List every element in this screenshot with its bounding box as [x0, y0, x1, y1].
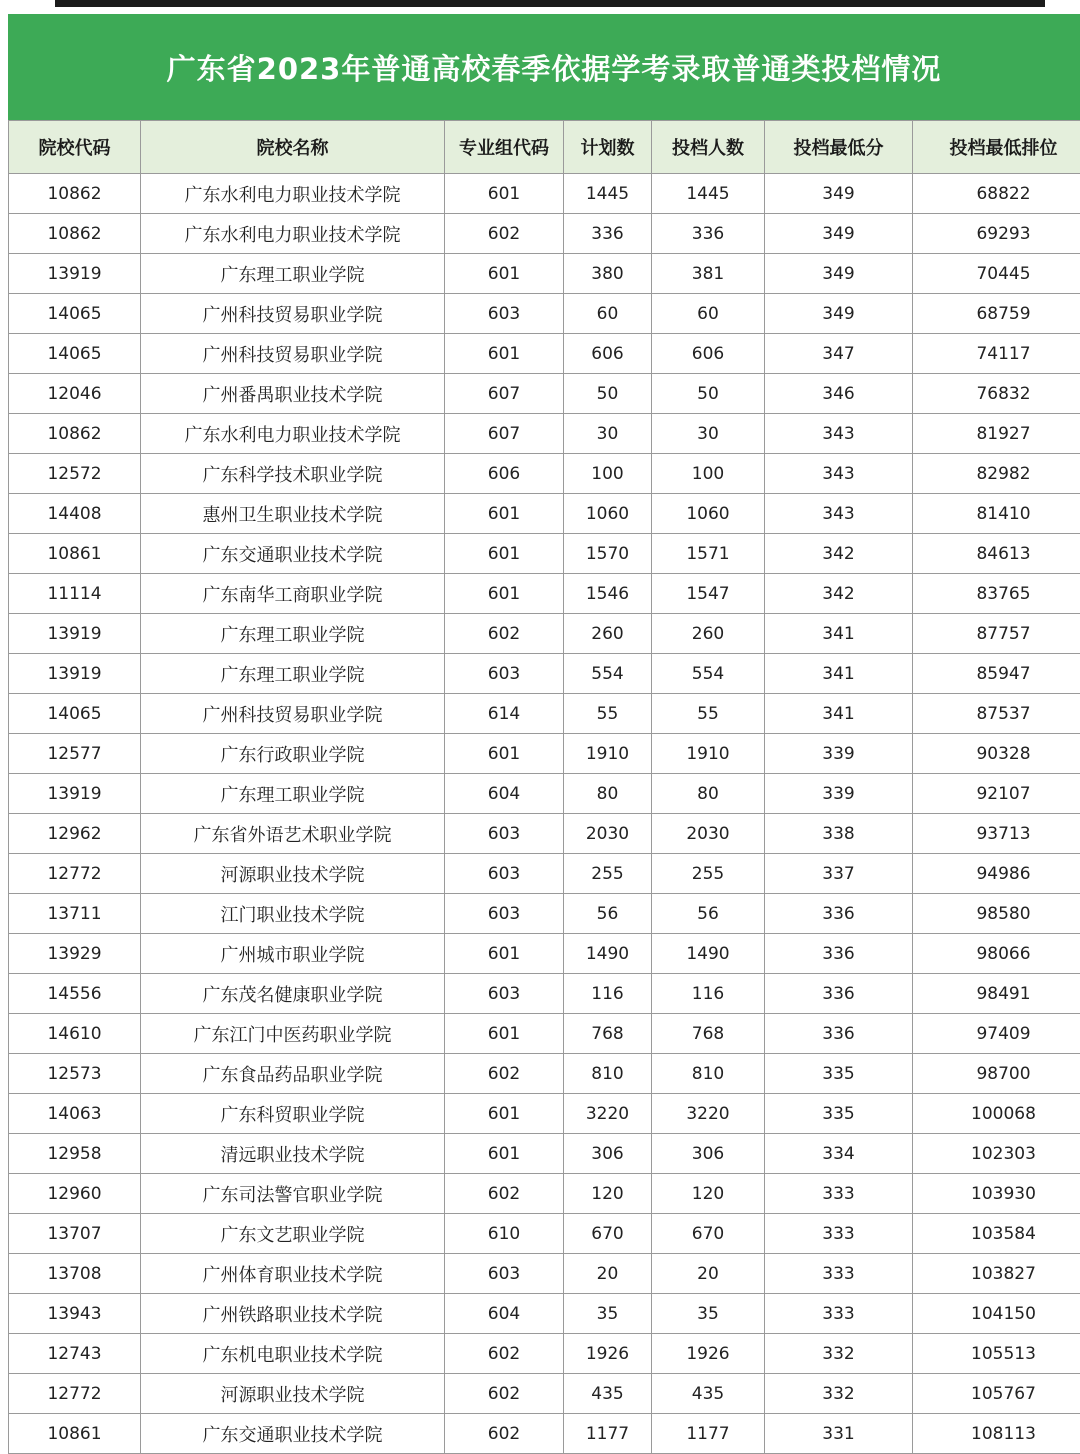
table-body [9, 174, 1080, 1454]
cell-min-score: 333 [765, 1174, 913, 1214]
cell-plan-count: 554 [564, 654, 652, 694]
cell-min-score: 341 [765, 654, 913, 694]
cell-group-code: 601 [445, 534, 564, 574]
table-row [9, 774, 1080, 814]
cell-school-code: 13707 [9, 1214, 141, 1254]
admission-table-container [8, 120, 1080, 1454]
cell-group-code: 603 [445, 974, 564, 1014]
cell-admitted-count: 306 [652, 1134, 765, 1174]
cell-min-rank: 92107 [913, 774, 1080, 814]
cell-min-score: 333 [765, 1294, 913, 1334]
cell-plan-count: 1910 [564, 734, 652, 774]
cell-min-score: 336 [765, 894, 913, 934]
cell-min-rank: 94986 [913, 854, 1080, 894]
cell-admitted-count: 1571 [652, 534, 765, 574]
cell-admitted-count: 50 [652, 374, 765, 414]
cell-min-score: 338 [765, 814, 913, 854]
admission-table [8, 120, 1080, 1454]
cell-school-name: 广东食品药品职业学院 [141, 1054, 445, 1094]
cell-min-rank: 85947 [913, 654, 1080, 694]
cell-school-code: 12960 [9, 1174, 141, 1214]
cell-group-code: 601 [445, 1014, 564, 1054]
top-edge-bar [55, 0, 1045, 7]
cell-min-score: 332 [765, 1374, 913, 1414]
cell-min-rank: 81927 [913, 414, 1080, 454]
cell-school-name: 广州科技贸易职业学院 [141, 294, 445, 334]
cell-min-score: 349 [765, 174, 913, 214]
table-row [9, 374, 1080, 414]
header-min-score: 投档最低分 [765, 121, 913, 174]
table-row [9, 1214, 1080, 1254]
table-row [9, 654, 1080, 694]
cell-school-code: 14065 [9, 334, 141, 374]
cell-admitted-count: 1060 [652, 494, 765, 534]
title-banner [8, 14, 1080, 120]
cell-plan-count: 670 [564, 1214, 652, 1254]
cell-plan-count: 1177 [564, 1414, 652, 1454]
cell-admitted-count: 30 [652, 414, 765, 454]
cell-plan-count: 768 [564, 1014, 652, 1054]
cell-min-rank: 74117 [913, 334, 1080, 374]
cell-admitted-count: 255 [652, 854, 765, 894]
cell-min-rank: 68759 [913, 294, 1080, 334]
cell-group-code: 602 [445, 1054, 564, 1094]
cell-school-code: 10861 [9, 534, 141, 574]
cell-school-name: 河源职业技术学院 [141, 854, 445, 894]
table-row [9, 414, 1080, 454]
cell-min-rank: 98580 [913, 894, 1080, 934]
cell-plan-count: 1490 [564, 934, 652, 974]
cell-school-code: 14063 [9, 1094, 141, 1134]
cell-admitted-count: 260 [652, 614, 765, 654]
cell-plan-count: 2030 [564, 814, 652, 854]
cell-admitted-count: 670 [652, 1214, 765, 1254]
cell-school-name: 清远职业技术学院 [141, 1134, 445, 1174]
cell-min-score: 337 [765, 854, 913, 894]
cell-plan-count: 1546 [564, 574, 652, 614]
cell-plan-count: 116 [564, 974, 652, 1014]
cell-school-name: 广东行政职业学院 [141, 734, 445, 774]
cell-min-score: 349 [765, 254, 913, 294]
cell-admitted-count: 35 [652, 1294, 765, 1334]
cell-min-rank: 104150 [913, 1294, 1080, 1334]
cell-admitted-count: 56 [652, 894, 765, 934]
cell-plan-count: 100 [564, 454, 652, 494]
table-row [9, 614, 1080, 654]
cell-min-rank: 69293 [913, 214, 1080, 254]
cell-group-code: 601 [445, 934, 564, 974]
table-row [9, 1134, 1080, 1174]
table-row [9, 254, 1080, 294]
cell-min-score: 343 [765, 414, 913, 454]
cell-school-name: 广东交通职业技术学院 [141, 1414, 445, 1454]
cell-admitted-count: 2030 [652, 814, 765, 854]
cell-group-code: 601 [445, 1094, 564, 1134]
cell-admitted-count: 606 [652, 334, 765, 374]
table-row [9, 854, 1080, 894]
cell-min-rank: 105767 [913, 1374, 1080, 1414]
cell-school-name: 广州城市职业学院 [141, 934, 445, 974]
cell-min-rank: 93713 [913, 814, 1080, 854]
header-school-name: 院校名称 [141, 121, 445, 174]
table-row [9, 1414, 1080, 1454]
cell-min-rank: 97409 [913, 1014, 1080, 1054]
table-row [9, 294, 1080, 334]
cell-school-name: 广东文艺职业学院 [141, 1214, 445, 1254]
cell-min-rank: 68822 [913, 174, 1080, 214]
cell-min-rank: 103584 [913, 1214, 1080, 1254]
table-row [9, 1174, 1080, 1214]
cell-min-rank: 82982 [913, 454, 1080, 494]
table-row [9, 1094, 1080, 1134]
cell-plan-count: 1060 [564, 494, 652, 534]
cell-min-rank: 103930 [913, 1174, 1080, 1214]
cell-school-code: 14556 [9, 974, 141, 1014]
header-group-code: 专业组代码 [445, 121, 564, 174]
cell-school-code: 12577 [9, 734, 141, 774]
cell-admitted-count: 1547 [652, 574, 765, 614]
cell-school-code: 12772 [9, 1374, 141, 1414]
cell-min-score: 335 [765, 1054, 913, 1094]
cell-group-code: 601 [445, 334, 564, 374]
cell-plan-count: 3220 [564, 1094, 652, 1134]
table-row [9, 214, 1080, 254]
cell-school-code: 12958 [9, 1134, 141, 1174]
table-row [9, 1374, 1080, 1414]
cell-admitted-count: 381 [652, 254, 765, 294]
cell-school-code: 11114 [9, 574, 141, 614]
cell-min-score: 339 [765, 774, 913, 814]
cell-min-score: 332 [765, 1334, 913, 1374]
cell-school-code: 13919 [9, 654, 141, 694]
cell-admitted-count: 1445 [652, 174, 765, 214]
cell-school-code: 12046 [9, 374, 141, 414]
cell-group-code: 601 [445, 1134, 564, 1174]
cell-school-name: 广东江门中医药职业学院 [141, 1014, 445, 1054]
cell-school-name: 广东水利电力职业技术学院 [141, 414, 445, 454]
cell-admitted-count: 60 [652, 294, 765, 334]
cell-group-code: 610 [445, 1214, 564, 1254]
cell-plan-count: 35 [564, 1294, 652, 1334]
cell-school-code: 12962 [9, 814, 141, 854]
cell-school-code: 10861 [9, 1414, 141, 1454]
table-row [9, 1334, 1080, 1374]
cell-plan-count: 306 [564, 1134, 652, 1174]
cell-plan-count: 120 [564, 1174, 652, 1214]
cell-min-rank: 87537 [913, 694, 1080, 734]
cell-admitted-count: 768 [652, 1014, 765, 1054]
cell-group-code: 601 [445, 734, 564, 774]
cell-school-code: 12573 [9, 1054, 141, 1094]
table-row [9, 974, 1080, 1014]
cell-school-name: 江门职业技术学院 [141, 894, 445, 934]
cell-admitted-count: 55 [652, 694, 765, 734]
cell-group-code: 602 [445, 214, 564, 254]
table-row [9, 734, 1080, 774]
cell-plan-count: 435 [564, 1374, 652, 1414]
cell-min-rank: 108113 [913, 1414, 1080, 1454]
table-row [9, 494, 1080, 534]
cell-group-code: 603 [445, 294, 564, 334]
cell-group-code: 601 [445, 574, 564, 614]
cell-admitted-count: 1490 [652, 934, 765, 974]
cell-group-code: 604 [445, 774, 564, 814]
cell-admitted-count: 116 [652, 974, 765, 1014]
cell-min-score: 339 [765, 734, 913, 774]
cell-school-code: 10862 [9, 214, 141, 254]
cell-min-score: 347 [765, 334, 913, 374]
table-row [9, 694, 1080, 734]
cell-admitted-count: 20 [652, 1254, 765, 1294]
cell-group-code: 614 [445, 694, 564, 734]
cell-min-score: 343 [765, 494, 913, 534]
cell-plan-count: 1570 [564, 534, 652, 574]
cell-plan-count: 56 [564, 894, 652, 934]
cell-school-code: 13943 [9, 1294, 141, 1334]
cell-school-code: 12743 [9, 1334, 141, 1374]
cell-min-rank: 100068 [913, 1094, 1080, 1134]
cell-group-code: 607 [445, 414, 564, 454]
cell-school-name: 广州科技贸易职业学院 [141, 694, 445, 734]
cell-plan-count: 606 [564, 334, 652, 374]
cell-group-code: 601 [445, 254, 564, 294]
table-row [9, 814, 1080, 854]
table-row [9, 1254, 1080, 1294]
header-plan-count: 计划数 [564, 121, 652, 174]
cell-school-code: 14065 [9, 694, 141, 734]
table-row [9, 334, 1080, 374]
cell-group-code: 607 [445, 374, 564, 414]
cell-school-code: 13919 [9, 774, 141, 814]
cell-group-code: 602 [445, 1174, 564, 1214]
cell-min-rank: 90328 [913, 734, 1080, 774]
cell-school-code: 13919 [9, 254, 141, 294]
cell-school-name: 广东科学技术职业学院 [141, 454, 445, 494]
cell-school-name: 广东茂名健康职业学院 [141, 974, 445, 1014]
table-row [9, 454, 1080, 494]
cell-admitted-count: 3220 [652, 1094, 765, 1134]
cell-plan-count: 50 [564, 374, 652, 414]
table-row [9, 174, 1080, 214]
cell-min-rank: 70445 [913, 254, 1080, 294]
cell-group-code: 603 [445, 854, 564, 894]
cell-min-rank: 81410 [913, 494, 1080, 534]
cell-plan-count: 380 [564, 254, 652, 294]
cell-min-rank: 98066 [913, 934, 1080, 974]
table-header-row [9, 121, 1080, 174]
cell-min-score: 336 [765, 934, 913, 974]
cell-group-code: 606 [445, 454, 564, 494]
cell-school-name: 广州铁路职业技术学院 [141, 1294, 445, 1334]
cell-min-score: 336 [765, 1014, 913, 1054]
cell-group-code: 602 [445, 1374, 564, 1414]
cell-admitted-count: 80 [652, 774, 765, 814]
cell-admitted-count: 554 [652, 654, 765, 694]
cell-min-score: 333 [765, 1214, 913, 1254]
cell-min-score: 342 [765, 534, 913, 574]
cell-school-name: 河源职业技术学院 [141, 1374, 445, 1414]
cell-group-code: 602 [445, 1334, 564, 1374]
cell-school-name: 广东司法警官职业学院 [141, 1174, 445, 1214]
cell-school-code: 13708 [9, 1254, 141, 1294]
cell-school-name: 广州体育职业技术学院 [141, 1254, 445, 1294]
cell-school-code: 10862 [9, 414, 141, 454]
cell-admitted-count: 435 [652, 1374, 765, 1414]
cell-school-name: 广东交通职业技术学院 [141, 534, 445, 574]
cell-school-name: 广东理工职业学院 [141, 774, 445, 814]
table-row [9, 534, 1080, 574]
header-school-code: 院校代码 [9, 121, 141, 174]
cell-plan-count: 20 [564, 1254, 652, 1294]
cell-school-code: 12772 [9, 854, 141, 894]
cell-group-code: 601 [445, 494, 564, 534]
cell-school-name: 广东机电职业技术学院 [141, 1334, 445, 1374]
cell-group-code: 603 [445, 894, 564, 934]
cell-min-score: 331 [765, 1414, 913, 1454]
cell-group-code: 603 [445, 654, 564, 694]
cell-group-code: 602 [445, 614, 564, 654]
cell-school-code: 13929 [9, 934, 141, 974]
cell-min-rank: 76832 [913, 374, 1080, 414]
cell-min-rank: 98700 [913, 1054, 1080, 1094]
cell-plan-count: 55 [564, 694, 652, 734]
table-row [9, 1054, 1080, 1094]
cell-school-code: 13711 [9, 894, 141, 934]
cell-admitted-count: 336 [652, 214, 765, 254]
cell-school-code: 14610 [9, 1014, 141, 1054]
table-row [9, 894, 1080, 934]
table-row [9, 934, 1080, 974]
cell-min-score: 349 [765, 214, 913, 254]
cell-school-name: 广东水利电力职业技术学院 [141, 174, 445, 214]
cell-admitted-count: 1926 [652, 1334, 765, 1374]
cell-min-score: 349 [765, 294, 913, 334]
cell-min-score: 343 [765, 454, 913, 494]
table-row [9, 574, 1080, 614]
cell-school-name: 广东省外语艺术职业学院 [141, 814, 445, 854]
cell-school-code: 14065 [9, 294, 141, 334]
cell-plan-count: 336 [564, 214, 652, 254]
cell-school-code: 12572 [9, 454, 141, 494]
cell-admitted-count: 120 [652, 1174, 765, 1214]
cell-min-score: 333 [765, 1254, 913, 1294]
cell-plan-count: 1445 [564, 174, 652, 214]
cell-min-score: 342 [765, 574, 913, 614]
cell-min-rank: 102303 [913, 1134, 1080, 1174]
cell-school-name: 广东理工职业学院 [141, 254, 445, 294]
cell-school-name: 广州科技贸易职业学院 [141, 334, 445, 374]
cell-min-rank: 105513 [913, 1334, 1080, 1374]
cell-group-code: 603 [445, 1254, 564, 1294]
cell-min-score: 346 [765, 374, 913, 414]
cell-school-name: 惠州卫生职业技术学院 [141, 494, 445, 534]
cell-plan-count: 60 [564, 294, 652, 334]
cell-plan-count: 1926 [564, 1334, 652, 1374]
cell-admitted-count: 100 [652, 454, 765, 494]
cell-min-score: 335 [765, 1094, 913, 1134]
cell-school-code: 10862 [9, 174, 141, 214]
cell-school-code: 13919 [9, 614, 141, 654]
cell-min-rank: 87757 [913, 614, 1080, 654]
cell-plan-count: 255 [564, 854, 652, 894]
cell-school-name: 广东理工职业学院 [141, 654, 445, 694]
page-title: 广东省2023年普通高校春季依据学考录取普通类投档情况 [167, 47, 942, 88]
cell-plan-count: 810 [564, 1054, 652, 1094]
cell-admitted-count: 810 [652, 1054, 765, 1094]
cell-min-score: 334 [765, 1134, 913, 1174]
header-admitted-count: 投档人数 [652, 121, 765, 174]
cell-min-rank: 84613 [913, 534, 1080, 574]
cell-min-score: 341 [765, 694, 913, 734]
cell-plan-count: 80 [564, 774, 652, 814]
cell-group-code: 602 [445, 1414, 564, 1454]
cell-plan-count: 260 [564, 614, 652, 654]
cell-school-name: 广东科贸职业学院 [141, 1094, 445, 1134]
cell-min-rank: 98491 [913, 974, 1080, 1014]
cell-school-name: 广州番禺职业技术学院 [141, 374, 445, 414]
cell-admitted-count: 1177 [652, 1414, 765, 1454]
cell-min-score: 341 [765, 614, 913, 654]
cell-school-code: 14408 [9, 494, 141, 534]
cell-school-name: 广东南华工商职业学院 [141, 574, 445, 614]
table-row [9, 1014, 1080, 1054]
cell-school-name: 广东理工职业学院 [141, 614, 445, 654]
cell-group-code: 603 [445, 814, 564, 854]
cell-group-code: 604 [445, 1294, 564, 1334]
cell-min-score: 336 [765, 974, 913, 1014]
cell-plan-count: 30 [564, 414, 652, 454]
cell-admitted-count: 1910 [652, 734, 765, 774]
header-min-rank: 投档最低排位 [913, 121, 1080, 174]
cell-school-name: 广东水利电力职业技术学院 [141, 214, 445, 254]
cell-min-rank: 83765 [913, 574, 1080, 614]
cell-group-code: 601 [445, 174, 564, 214]
table-row [9, 1294, 1080, 1334]
cell-min-rank: 103827 [913, 1254, 1080, 1294]
